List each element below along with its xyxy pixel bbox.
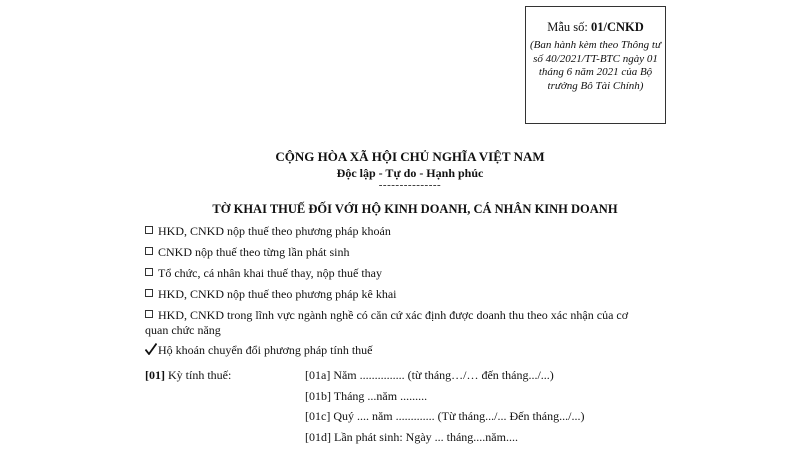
tax-period-label xyxy=(145,368,231,383)
option-label: Tổ chức, cá nhân khai thuế thay, nộp thuế thay xyxy=(158,266,382,280)
option-label: Hộ khoán chuyển đổi phương pháp tính thuế xyxy=(158,343,373,357)
option-label: HKD, CNKD nộp thuế theo phương pháp kê khai xyxy=(158,287,397,301)
checkmark-icon[interactable] xyxy=(145,343,157,355)
option-label: HKD, CNKD nộp thuế theo phương pháp khoán xyxy=(158,224,391,238)
form-code-prefix: Mẫu số: xyxy=(547,20,591,34)
header-divider: --------------- xyxy=(378,179,442,191)
option-method-conversion[interactable] xyxy=(145,343,645,358)
national-motto: Độc lập - Tự do - Hạnh phúc xyxy=(336,166,484,180)
checkbox-icon[interactable] xyxy=(145,289,153,297)
option-label: CNKD nộp thuế theo từng lần phát sinh xyxy=(158,245,350,259)
option-confirmed-revenue[interactable] xyxy=(145,308,645,338)
option-declaration-method[interactable] xyxy=(145,287,645,302)
checkbox-icon[interactable] xyxy=(145,226,153,234)
option-lump-sum[interactable] xyxy=(145,224,645,239)
checkbox-icon[interactable] xyxy=(145,310,153,318)
form-code-line xyxy=(526,19,665,35)
form-code: 01/CNKD xyxy=(590,20,644,34)
checkbox-icon[interactable] xyxy=(145,268,153,276)
tax-period-year[interactable]: [01a] Năm ............... (từ tháng…/… đến tháng.../...) xyxy=(305,368,554,382)
option-label: HKD, CNKD trong lĩnh vực ngành nghề có căn cứ xác định được doanh thu theo xác nhận của cơ quan chức năng xyxy=(145,308,629,337)
tax-period-month[interactable]: [01b] Tháng ...năm ......... xyxy=(305,389,428,403)
tax-period-code: [01] xyxy=(145,368,165,382)
tax-period-quarter[interactable]: [01c] Quý .... năm ............. (Từ tháng.../... Đến tháng.../...) xyxy=(305,409,585,423)
tax-period-text: Kỳ tính thuế: xyxy=(165,368,232,382)
form-code-box xyxy=(525,6,666,124)
document-title: TỜ KHAI THUẾ ĐỐI VỚI HỘ KINH DOANH, CÁ NHÂN KINH DOANH xyxy=(212,202,618,216)
option-proxy-declaration[interactable] xyxy=(145,266,645,281)
tax-period-occurrence[interactable]: [01d] Lần phát sinh: Ngày ... tháng....năm.... xyxy=(305,430,518,444)
form-issuance-note: (Ban hành kèm theo Thông tư số 40/2021/TT-BTC ngày 01 tháng 6 năm 2021 của Bộ trưởng Bô Tài Chính) xyxy=(530,39,661,92)
option-per-occurrence[interactable] xyxy=(145,245,645,260)
checkbox-icon[interactable] xyxy=(145,247,153,255)
nation-header: CỘNG HÒA XÃ HỘI CHỦ NGHĨA VIỆT NAM xyxy=(275,149,545,164)
